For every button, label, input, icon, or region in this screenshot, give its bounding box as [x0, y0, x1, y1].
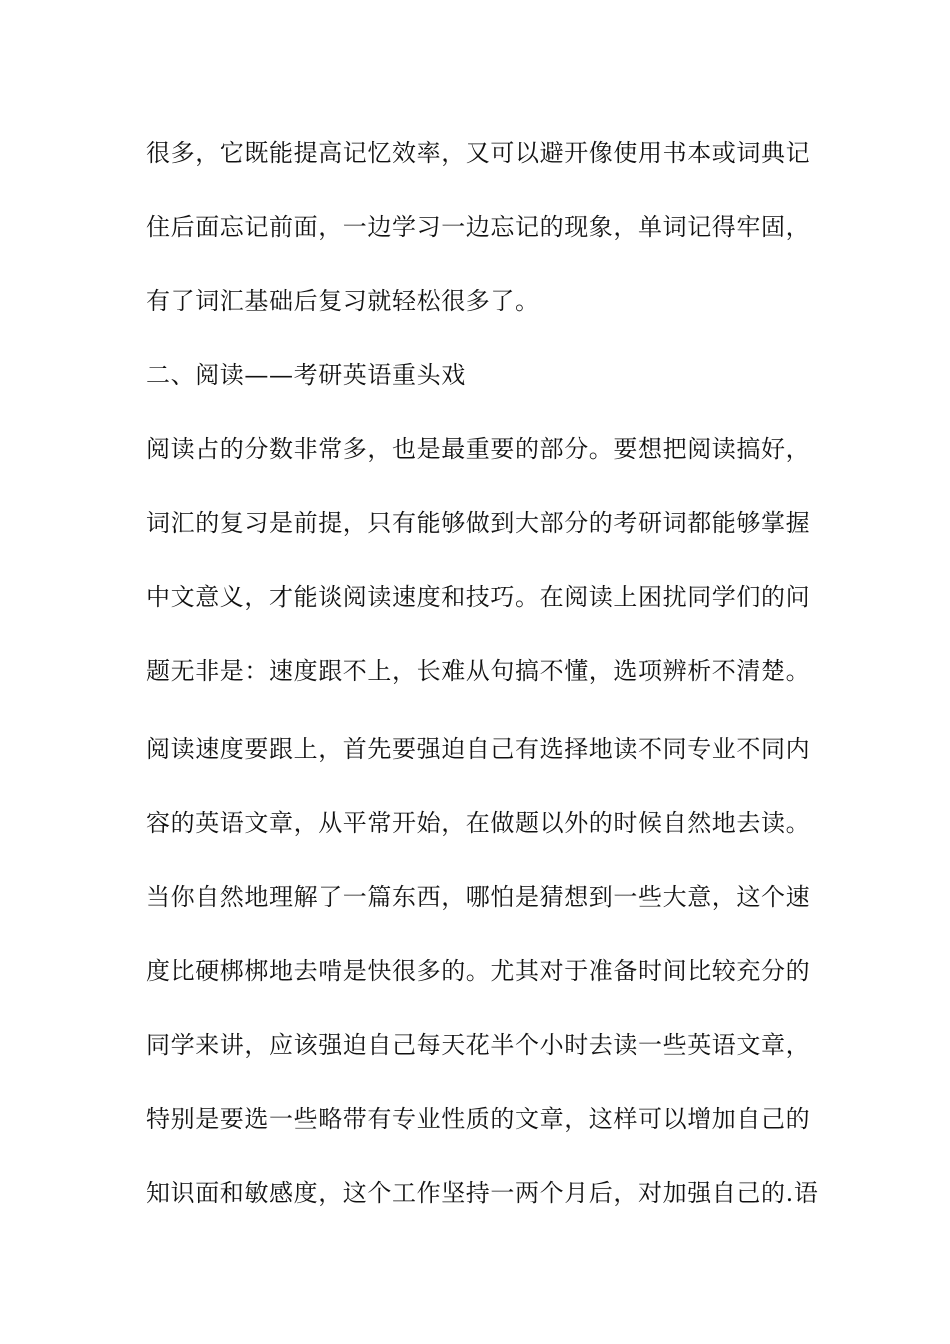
- text-line: 题无非是：速度跟不上，长难从句搞不懂，选项辨析不清楚。: [146, 657, 811, 685]
- text-line: 度比硬梆梆地去啃是快很多的。尤其对于准备时间比较充分的: [146, 957, 811, 985]
- text-line: 中文意义，才能谈阅读速度和技巧。在阅读上困扰同学们的问: [146, 583, 811, 611]
- text-line: 词汇的复习是前提，只有能够做到大部分的考研词都能够掌握: [146, 509, 811, 537]
- text-line: 住后面忘记前面，一边学习一边忘记的现象，单词记得牢固，: [146, 213, 811, 241]
- section-heading: 二、阅读——考研英语重头戏: [146, 361, 466, 389]
- text-line: 有了词汇基础后复习就轻松很多了。: [146, 287, 540, 315]
- text-line: 同学来讲，应该强迫自己每天花半个小时去读一些英语文章，: [146, 1031, 811, 1059]
- text-line: 容的英语文章，从平常开始，在做题以外的时候自然地去读。: [146, 809, 811, 837]
- text-line: 很多，它既能提高记忆效率，又可以避开像使用书本或词典记: [146, 139, 811, 167]
- text-line: 特别是要选一些略带有专业性质的文章，这样可以增加自己的: [146, 1105, 811, 1133]
- text-line: 阅读占的分数非常多，也是最重要的部分。要想把阅读搞好，: [146, 435, 811, 463]
- text-line: 知识面和敏感度，这个工作坚持一两个月后，对加强自己的.语: [146, 1179, 819, 1207]
- text-line: 当你自然地理解了一篇东西，哪怕是猜想到一些大意，这个速: [146, 883, 811, 911]
- text-line: 阅读速度要跟上，首先要强迫自己有选择地读不同专业不同内: [146, 735, 811, 763]
